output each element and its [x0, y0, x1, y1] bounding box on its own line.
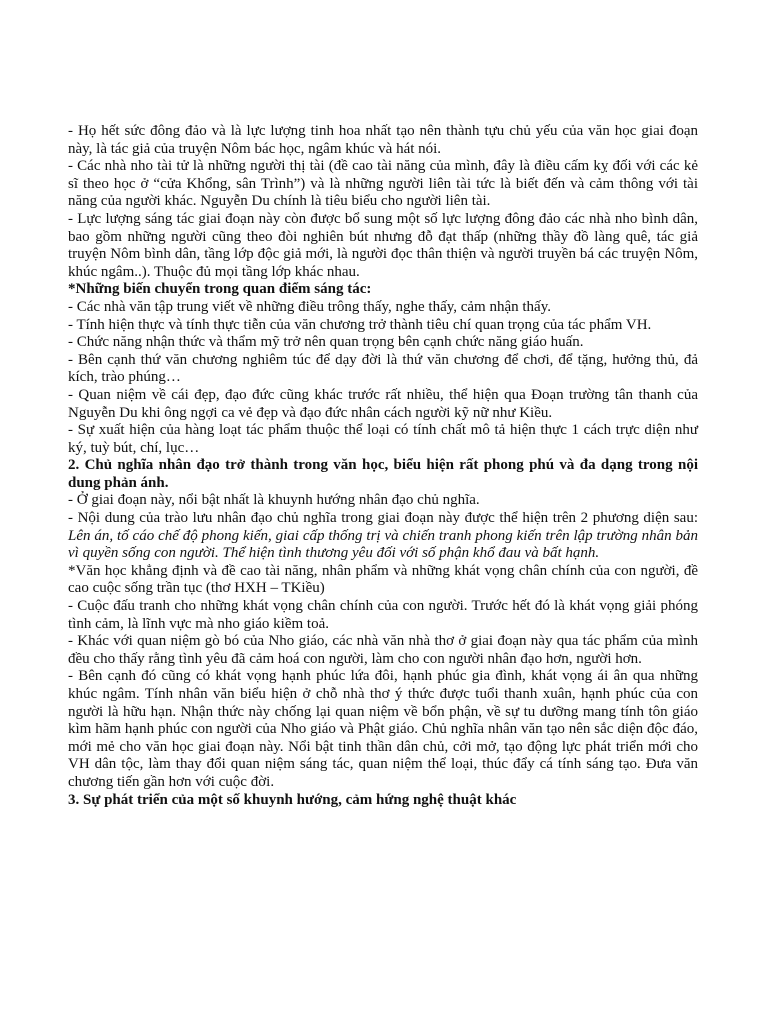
paragraph	[68, 317, 698, 335]
paragraph	[68, 510, 698, 563]
text-run: - Họ hết sức đông đảo và là lực lượng tinh hoa nhất tạo nên thành tựu chủ yếu của văn học giai đoạn này, là tác giả của truyện Nôm bác học, ngâm khúc và hát nói.	[68, 123, 698, 157]
text-run: - Bên cạnh đó cũng có khát vọng hạnh phúc lứa đôi, hạnh phúc gia đình, khát vọng ái ân qua những khúc ngâm. Tính nhân văn biểu hiện ở chỗ nhà thơ ý thức được tuổi thanh xuân, hạnh phúc của con người là hữu hạn. Nhận thức này chống lại quan niệm về bổn phận, về sự tu dưỡng mang tính tôn giáo kìm hãm hạnh phúc con người của Nho giáo và Phật giáo. Chủ nghĩa nhân văn tạo nên sắc diện độc đáo, mới mẻ cho văn học giai đoạn này. Nổi bật tinh thần dân chủ, cởi mở, tạo động lực phát triển mới cho VH dân tộc, làm thay đổi quan niệm sáng tác, quan niệm thể loại, thúc đẩy cá tính sáng tạo. Đưa văn chương tiến gần hơn với cuộc đời.	[68, 668, 698, 790]
paragraph	[68, 598, 698, 633]
paragraph	[68, 281, 698, 299]
paragraph	[68, 633, 698, 668]
text-run: - Quan niệm về cái đẹp, đạo đức cũng khác trước rất nhiều, thể hiện qua Đoạn trường tân thanh của Nguyễn Du khi ông ngợi ca vẻ đẹp và đạo đức nhân cách người kỹ nữ như Kiều.	[68, 386, 698, 421]
text-run: - Tính hiện thực và tính thực tiễn của văn chương trở thành tiêu chí quan trọng của tác phẩm VH.	[68, 316, 652, 333]
text-run: - Sự xuất hiện của hàng loạt tác phẩm thuộc thể loại có tính chất mô tả hiện thực 1 cách trực diện như ký, tuỳ bút, chí, lục…	[68, 422, 698, 456]
paragraph	[68, 158, 698, 211]
paragraph	[68, 457, 698, 492]
paragraph	[68, 123, 698, 158]
paragraph	[68, 668, 698, 791]
text-run: - Các nhà nho tài tử là những người thị tài (đề cao tài năng của mình, đây là điều cấm kỵ đối với các kẻ sĩ theo học ở “cửa Khổng, sân Trình”) và là những người liên tài tức là biết đến và cảm thông với tài năng của người khác. Nguyễn Du chính là tiêu biểu cho người liên tài.	[68, 158, 698, 210]
paragraph	[68, 387, 698, 422]
bold-text-run: 2. Chủ nghĩa nhân đạo trở thành trong văn học, biểu hiện rất phong phú và đa dạng trong nội dung phản ánh.	[68, 457, 698, 491]
paragraph	[68, 492, 698, 510]
paragraph	[68, 334, 698, 352]
text-run: *Văn học khẳng định và đề cao tài năng, nhân phẩm và những khát vọng chân chính của con người, đề cao cuộc sống trần tục (thơ HXH – TKiều)	[68, 562, 698, 597]
text-run: - Lực lượng sáng tác giai đoạn này còn được bổ sung một số lực lượng đông đảo các nhà nho bình dân, bao gồm những người cũng theo đòi nghiên bút nhưng đỗ đạt thấp (những thầy đồ làng quê, tác giả truyện Nôm bình dân, tầng lớp độc giả mới, là người đọc thân thiện và người truyền bá các truyện Nôm, khúc ngâm..). Thuộc đủ mọi tầng lớp khác nhau.	[68, 210, 698, 280]
text-run: - Cuộc đấu tranh cho những khát vọng chân chính của con người. Trước hết đó là khát vọng giải phóng tình cảm, là lĩnh vực mà nho giáo kiềm toả.	[68, 598, 698, 632]
paragraph	[68, 299, 698, 317]
paragraph	[68, 792, 698, 810]
bold-text-run: *Những biến chuyển trong quan điểm sáng tác:	[68, 281, 372, 298]
text-run: - Nội dung của trào lưu nhân đạo chủ nghĩa trong giai đoạn này được thể hiện trên 2 phương diện sau:	[68, 510, 698, 527]
paragraph	[68, 211, 698, 281]
text-run: - Ở giai đoạn này, nổi bật nhất là khuynh hướng nhân đạo chủ nghĩa.	[68, 492, 480, 509]
text-run: - Các nhà văn tập trung viết về những điều trông thấy, nghe thấy, cảm nhận thấy.	[68, 298, 551, 315]
paragraph	[68, 352, 698, 387]
text-run: - Chức năng nhận thức và thẩm mỹ trở nên quan trọng bên cạnh chức năng giáo huấn.	[68, 334, 584, 351]
italic-text-run: Lên án, tố cáo chế độ phong kiến, giai cấp thống trị và chiến tranh phong kiến trên lập trường nhân bản vì quyền sống con người. Thể hiện tình thương yêu đối với số phận khổ đau và bất hạnh.	[68, 527, 698, 562]
paragraph	[68, 563, 698, 598]
text-run: - Bên cạnh thứ văn chương nghiêm túc để dạy đời là thứ văn chương để chơi, để tặng, hưởng thủ, đả kích, trào phúng…	[68, 351, 698, 386]
paragraph	[68, 422, 698, 457]
bold-text-run: 3. Sự phát triển của một số khuynh hướng, cảm hứng nghệ thuật khác	[68, 791, 517, 808]
document-page	[68, 123, 698, 809]
text-run: - Khác với quan niệm gò bó của Nho giáo, các nhà văn nhà thơ ở giai đoạn này qua tác phẩm của mình đều cho thấy rằng tình yêu đã cảm hoá con người, làm cho con người nhân đạo hơn, người hơn.	[68, 633, 698, 667]
